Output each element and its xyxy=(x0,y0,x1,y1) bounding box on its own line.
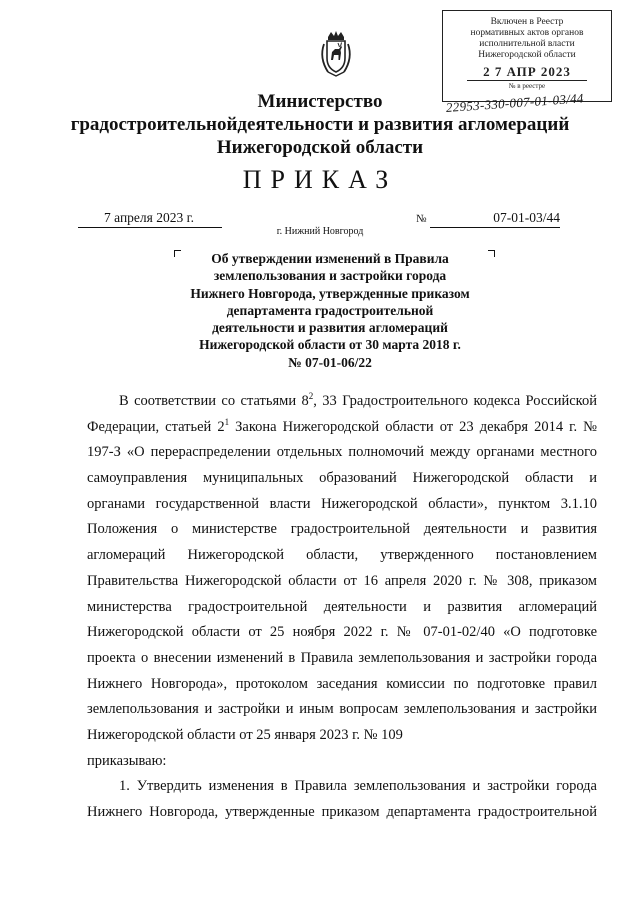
subject-line: Нижнего Новгорода, утвержденные приказом xyxy=(190,285,470,301)
body-text: В соответствии со статьями 8 xyxy=(119,393,309,409)
body-line: Положения о министерстве градостроительной деятельности и развития xyxy=(87,521,597,538)
body-line: проекта о внесении изменений в Правила землепользования и застройки города xyxy=(87,649,597,666)
body-line: органами государственной власти Нижегородской области», пунктом 3.1.10 xyxy=(87,495,597,512)
stamp-registry-label: № в реестре xyxy=(508,82,546,90)
subject-line: деятельности и развития агломераций xyxy=(212,320,448,336)
order-date: 7 апреля 2023 г. xyxy=(104,210,194,225)
registry-number-handwritten: 22953-330-007-01-03/44 xyxy=(445,90,585,115)
order-number-label: № xyxy=(416,213,427,225)
superscript: 1 xyxy=(224,416,230,427)
subject-line: Об утверждении изменений в Правила xyxy=(211,251,449,266)
body-line: Нижнего Новгорода», протоколом заседания комиссии по подготовке правил xyxy=(87,675,597,692)
body-text: Закона Нижегородской области от 23 декабря 2014 г. № xyxy=(229,418,597,435)
body-line-decree: приказываю: xyxy=(87,752,167,769)
body-line xyxy=(87,415,597,441)
ministry-title-line-2: градостроительнойдеятельности и развития агломераций xyxy=(70,114,570,135)
subject-line: Нижегородской области от 30 марта 2018 г. xyxy=(199,337,461,353)
body-line: агломераций Нижегородской области, утвержденного постановлением xyxy=(87,547,597,564)
subject-line: землепользования и застройки города xyxy=(213,268,447,284)
stamp-date: 2 7 АПР 2023 xyxy=(483,64,571,79)
order-body xyxy=(87,389,597,826)
ministry-title-line-1: Министерство xyxy=(257,91,383,112)
body-text: , 33 Градостроительного кодекса Российской xyxy=(313,393,598,409)
body-text: Федерации, статьей 2 xyxy=(87,418,225,435)
subject-line: департамента градостроительной xyxy=(226,302,434,318)
body-line: 1. Утвердить изменения в Правила землепользования и застройки города xyxy=(119,778,597,795)
body-line: Нижегородской области от 25 января 2023 г. № 109 xyxy=(87,726,403,743)
subject-line: № 07-01-06/22 xyxy=(288,354,372,370)
stamp-line-4: Нижегородской области xyxy=(478,50,576,60)
body-line: 197-З «О перераспределении отдельных полномочий между органами местного xyxy=(87,444,597,461)
stamp-line-1: Включен в Реестр xyxy=(490,17,564,27)
stamp-date-rule xyxy=(467,80,587,81)
body-line: Нижнего Новгорода, утвержденные приказом департамента градостроительной xyxy=(87,804,597,820)
order-number: 07-01-03/44 xyxy=(493,210,560,225)
body-line: Правительства Нижегородской области от 16 апреля 2020 г. № 308, приказом xyxy=(87,572,597,589)
ministry-title-line-3: Нижегородской области xyxy=(216,137,424,158)
coat-of-arms-emblem xyxy=(316,30,356,78)
city-name: г. Нижний Новгород xyxy=(276,226,364,237)
body-line xyxy=(87,389,597,415)
body-line: министерства градостроительной деятельности и развития агломераций xyxy=(87,598,597,615)
order-subject xyxy=(150,250,510,371)
body-line: самоуправления муниципальных образований Нижегородской области и xyxy=(87,470,597,487)
superscript: 2 xyxy=(308,391,314,401)
body-line: землепользования и застройки и иным вопросам землепользования и застройки xyxy=(87,701,597,718)
document-type-title: ПРИКАЗ xyxy=(242,165,398,194)
registry-stamp xyxy=(442,10,612,102)
stamp-line-3: исполнительной власти xyxy=(479,39,575,49)
body-line: Нижегородской области от 25 ноября 2022 г. № 07-01-02/40 «О подготовке xyxy=(87,624,597,641)
stamp-line-2: нормативных актов органов xyxy=(470,28,584,38)
